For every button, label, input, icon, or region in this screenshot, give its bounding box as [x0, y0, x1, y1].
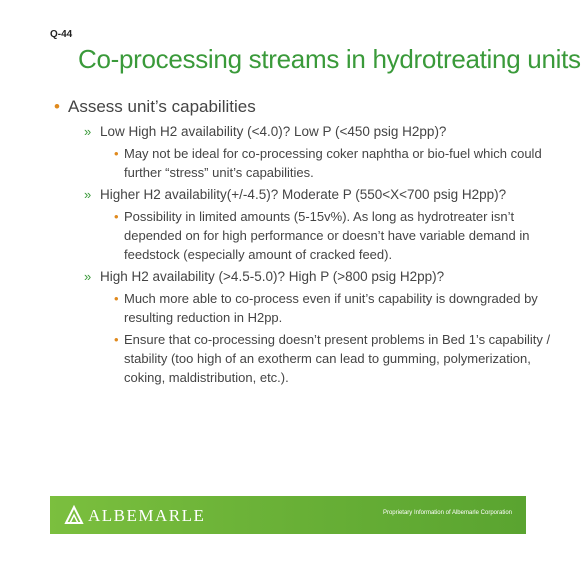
albemarle-logo-icon: [64, 505, 84, 525]
sub-list-item-text: May not be ideal for co-processing coker naphtha or bio-fuel which could further “stress” unit’s capabilities.: [124, 146, 542, 180]
slide-number: Q-44: [50, 29, 73, 40]
bullet-dot-icon: •: [114, 291, 119, 306]
chevron-right-icon: »: [84, 269, 92, 284]
sub-list: [54, 144, 554, 182]
list-item-label: Higher H2 availability(+/-4.5)? Moderate P (550<X<700 psig H2pp)?: [100, 187, 507, 202]
list-item: [54, 122, 554, 141]
chevron-right-icon: »: [84, 187, 92, 202]
bullet-dot-icon: •: [54, 97, 60, 116]
sub-list: [54, 289, 554, 387]
sub-list-item-text: Possibility in limited amounts (5-15v%). As long as hydrotreater isn’t depended on for high performance or doesn’t have variable demand in feedstock (especially amount of cracked feed).: [124, 209, 530, 262]
sub-list-item-text: Much more able to co-process even if unit’s capability is downgraded by resulting reduction in H2pp.: [124, 291, 538, 325]
list-item-label: High H2 availability (>4.5-5.0)? High P (>800 psig H2pp)?: [100, 269, 445, 284]
slide-content: [54, 96, 554, 390]
list-item: [54, 267, 554, 286]
logo-text: ALBEMARLE: [88, 506, 206, 525]
sub-list-wrapper: [54, 144, 554, 182]
sub-list-item: [54, 144, 554, 182]
sub-list-wrapper: [54, 289, 554, 387]
bullet-dot-icon: •: [114, 332, 119, 347]
bullet-dot-icon: •: [114, 146, 119, 161]
main-bullet-text: Assess unit’s capabilities: [68, 97, 256, 116]
main-bullet: [54, 96, 554, 118]
chevron-right-icon: »: [84, 124, 92, 139]
sub-list-wrapper: [54, 207, 554, 264]
sub-list-item: [54, 289, 554, 327]
capability-list: [54, 122, 554, 387]
list-item-label: Low High H2 availability (<4.0)? Low P (<450 psig H2pp)?: [100, 124, 447, 139]
sub-list-item: [54, 207, 554, 264]
bullet-dot-icon: •: [114, 209, 119, 224]
sub-list: [54, 207, 554, 264]
slide-title: Co-processing streams in hydrotreating units: [78, 44, 581, 74]
sub-list-item-text: Ensure that co-processing doesn’t present problems in Bed 1’s capability / stability (too high of an exotherm can lead to gumming, polymerization, coking, maldistribution, etc.).: [124, 332, 551, 385]
footer-bar: [50, 496, 526, 534]
sub-list-item: [54, 330, 554, 387]
proprietary-notice: Proprietary Information of Albemarle Corporation: [382, 510, 512, 516]
list-item: [54, 185, 554, 204]
